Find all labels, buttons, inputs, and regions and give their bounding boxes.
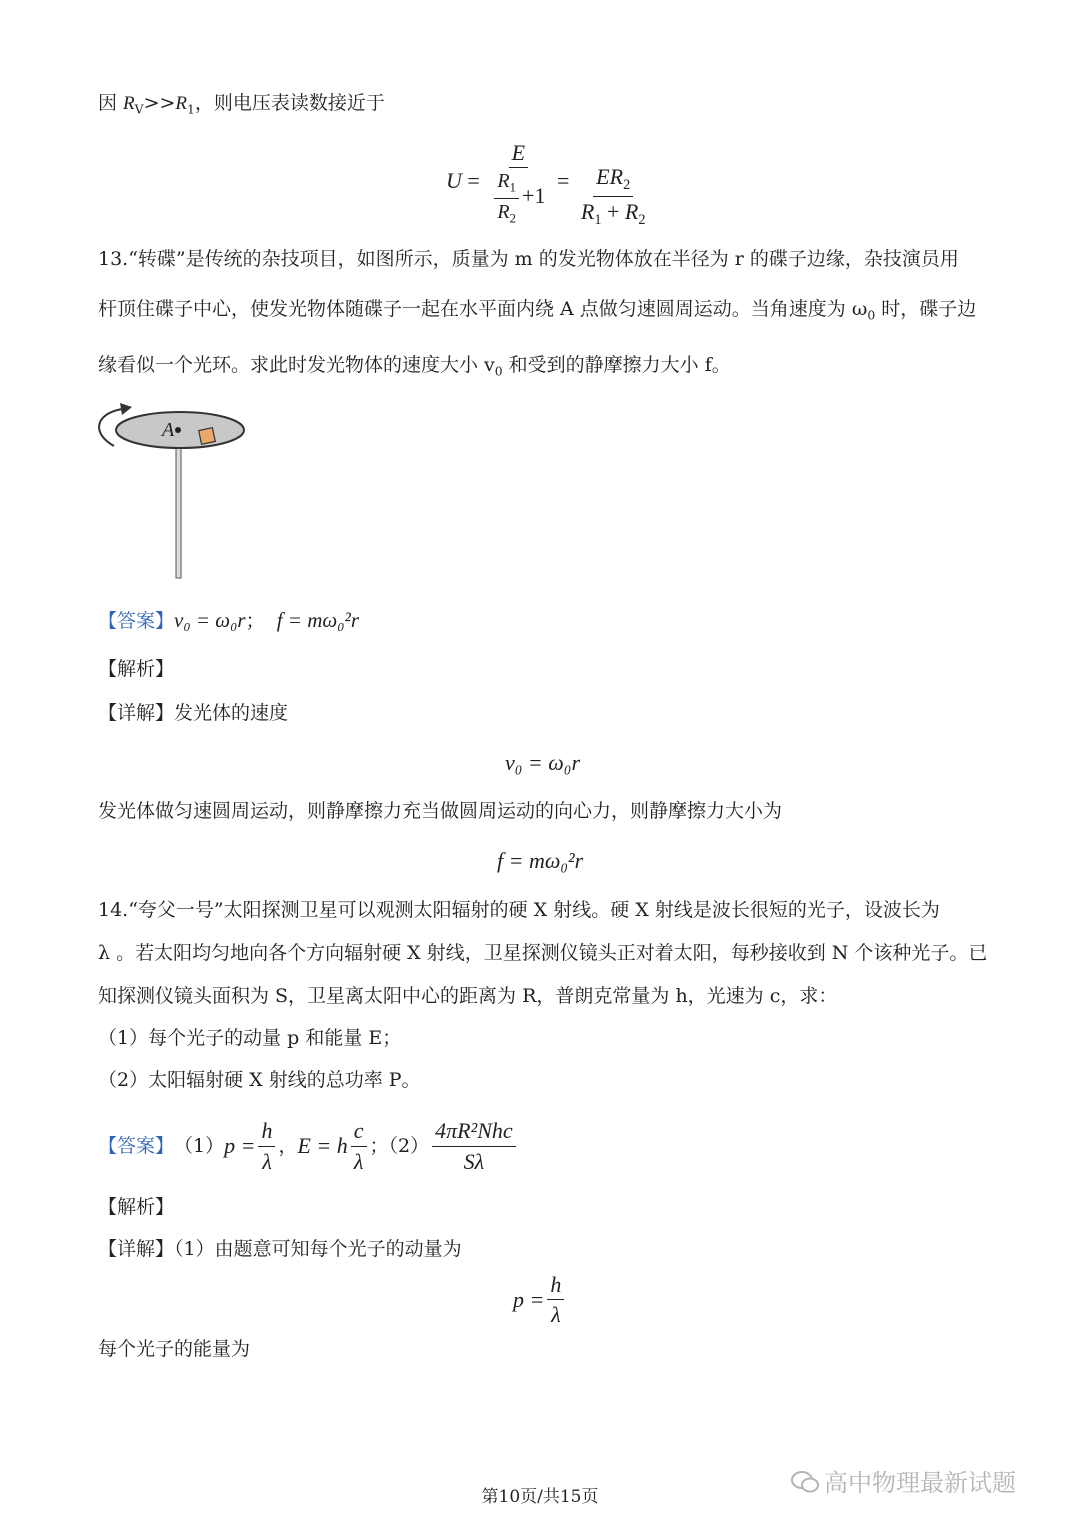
q14-answer: 【答案】 （1） p = $\frac{h}{\lambda}$ ， E = h $\frac{c}{\lambda}$ ；（2） $\frac{\text{4πR²Nhc}}{S\lambda}$ xyxy=(98,1118,519,1174)
q14-line-1: 14.“夸父一号”太阳探测卫星可以观测太阳辐射的硬 X 射线。硬 X 射线是波长很短的光子，设波长为 xyxy=(98,899,940,921)
arrow-head-icon xyxy=(120,403,132,415)
q13-eq-friction: f = mω₀²r xyxy=(497,848,584,873)
page-number: 第10页/共15页 xyxy=(481,1487,599,1507)
wechat-icon xyxy=(790,1469,820,1495)
watermark-text: 高中物理最新试题 xyxy=(824,1469,1016,1497)
q14-analysis-tag: 【解析】 xyxy=(98,1196,175,1218)
q13-detail: 【详解】发光体的速度 xyxy=(98,702,289,724)
q14-sub-1: （1）每个光子的动量 p 和能量 E； xyxy=(98,1027,402,1049)
pole xyxy=(176,446,181,578)
spinning-plate-figure xyxy=(92,398,252,583)
glowing-object xyxy=(199,428,216,445)
q13-line-3: 缘看似一个光环。求此时发光物体的速度大小 $v_0$ 和受到的静摩擦力大小 f。 xyxy=(98,354,731,379)
q13-line-1: 13.“转碟”是传统的杂技项目，如图所示，质量为 m 的发光物体放在半径为 r 的碟子边缘，杂技演员用 xyxy=(98,248,959,270)
q13-line-2: 杆顶住碟子中心，使发光物体随碟子一起在水平面内绕 A 点做匀速圆周运动。当角速度为 $\omega_0$ 时，碟子边 xyxy=(98,298,977,323)
q14-detail: 【详解】（1）由题意可知每个光子的动量为 xyxy=(98,1238,462,1260)
q13-answer: 【答案】v₀ = ω₀r； f = mω₀²r xyxy=(98,608,359,632)
q14-line-3: 知探测仪镜头面积为 S，卫星离太阳中心的距离为 R，普朗克常量为 h，光速为 c，求： xyxy=(98,985,838,1007)
q13-eq-velocity: v₀ = ω₀r xyxy=(505,750,581,775)
q13-explain: 发光体做匀速圆周运动，则静摩擦力充当做圆周运动的向心力，则静摩擦力大小为 xyxy=(98,800,783,822)
q14-sub-2: （2）太阳辐射硬 X 射线的总功率 P。 xyxy=(98,1069,421,1091)
intro-line: 因 $R_V>>R_1$，则电压表读数接近于 xyxy=(98,92,385,117)
voltage-equation: U = E $\frac{R_1}{R_2}$ +1 = $\frac{ER_2}{R_1 + R_2}$ xyxy=(446,140,646,228)
watermark xyxy=(790,1463,1016,1498)
q14-energy-line: 每个光子的能量为 xyxy=(98,1338,251,1360)
center-dot xyxy=(175,427,181,433)
q14-eq-momentum: p = $\frac{h}{\lambda}$ xyxy=(513,1272,567,1328)
q13-analysis-tag: 【解析】 xyxy=(98,658,175,680)
q14-line-2: λ 。若太阳均匀地向各个方向辐射硬 X 射线，卫星探测仪镜头正对着太阳，每秒接收到 N 个该种光子。已 xyxy=(98,942,988,964)
point-a-label: A xyxy=(162,419,175,441)
